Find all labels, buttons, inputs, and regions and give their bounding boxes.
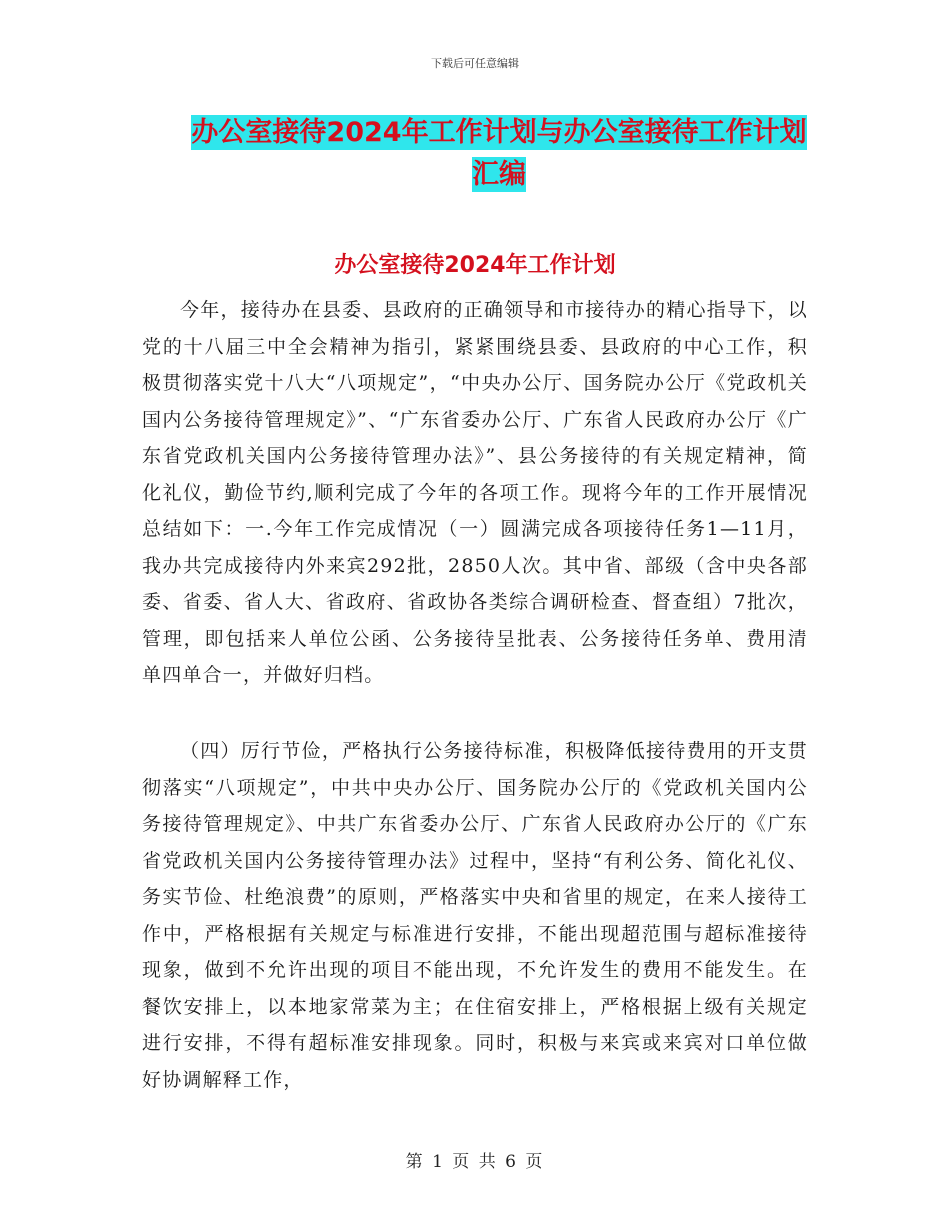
document-title	[188, 112, 810, 196]
body-paragraph: 今年，接待办在县委、县政府的正确领导和市接待办的精心指导下，以党的十八届三中全会精神为指引，紧紧围绕县委、县政府的中心工作，积极贯彻落实党十八大“八项规定”，“中央办公厅、国务院办公厅《党政机关国内公务接待管理规定》”、“广东省委办公厅、广东省人民政府办公厅《广东省党政机关国内公务接待管理办法》”、县公务接待的有关规定精神，简化礼仪，勤俭节约,顺利完成了今年的各项工作。现将今年的工作开展情况总结如下：一.今年工作完成情况（一）圆满完成各项接待任务1—11月，我办共完成接待内外来宾292批，2850人次。其中省、部级（含中央各部委、省委、省人大、省政府、省政协各类综合调研检查、督查组）7批次，管理，即包括来人单位公函、公务接待呈批表、公务接待任务单、费用清单四单合一，并做好归档。	[142, 299, 808, 686]
header-note: 下载后可任意编辑	[431, 57, 519, 70]
section-title: 办公室接待2024年工作计划	[334, 253, 616, 278]
body-paragraph-1-block	[142, 292, 808, 694]
page-footer: 第 1 页 共 6 页	[405, 1152, 545, 1172]
document-title-text: 办公室接待2024年工作计划与办公室接待工作计划汇编	[191, 117, 807, 190]
body-paragraph-2-block	[142, 733, 808, 1098]
body-paragraph: （四）厉行节俭，严格执行公务接待标准，积极降低接待费用的开支贯彻落实“八项规定”，中共中央办公厅、国务院办公厅的《党政机关国内公务接待管理规定》、中共广东省委办公厅、广东省人民政府办公厅的《广东省党政机关国内公务接待管理办法》过程中，坚持“有利公务、简化礼仪、务实节俭、杜绝浪费”的原则，严格落实中央和省里的规定，在来人接待工作中，严格根据有关规定与标准进行安排，不能出现超范围与超标准接待现象，做到不允许出现的项目不能出现，不允许发生的费用不能发生。在餐饮安排上，以本地家常菜为主；在住宿安排上，严格根据上级有关规定进行安排，不得有超标准安排现象。同时，积极与来宾或来宾对口单位做好协调解释工作，	[142, 740, 808, 1091]
